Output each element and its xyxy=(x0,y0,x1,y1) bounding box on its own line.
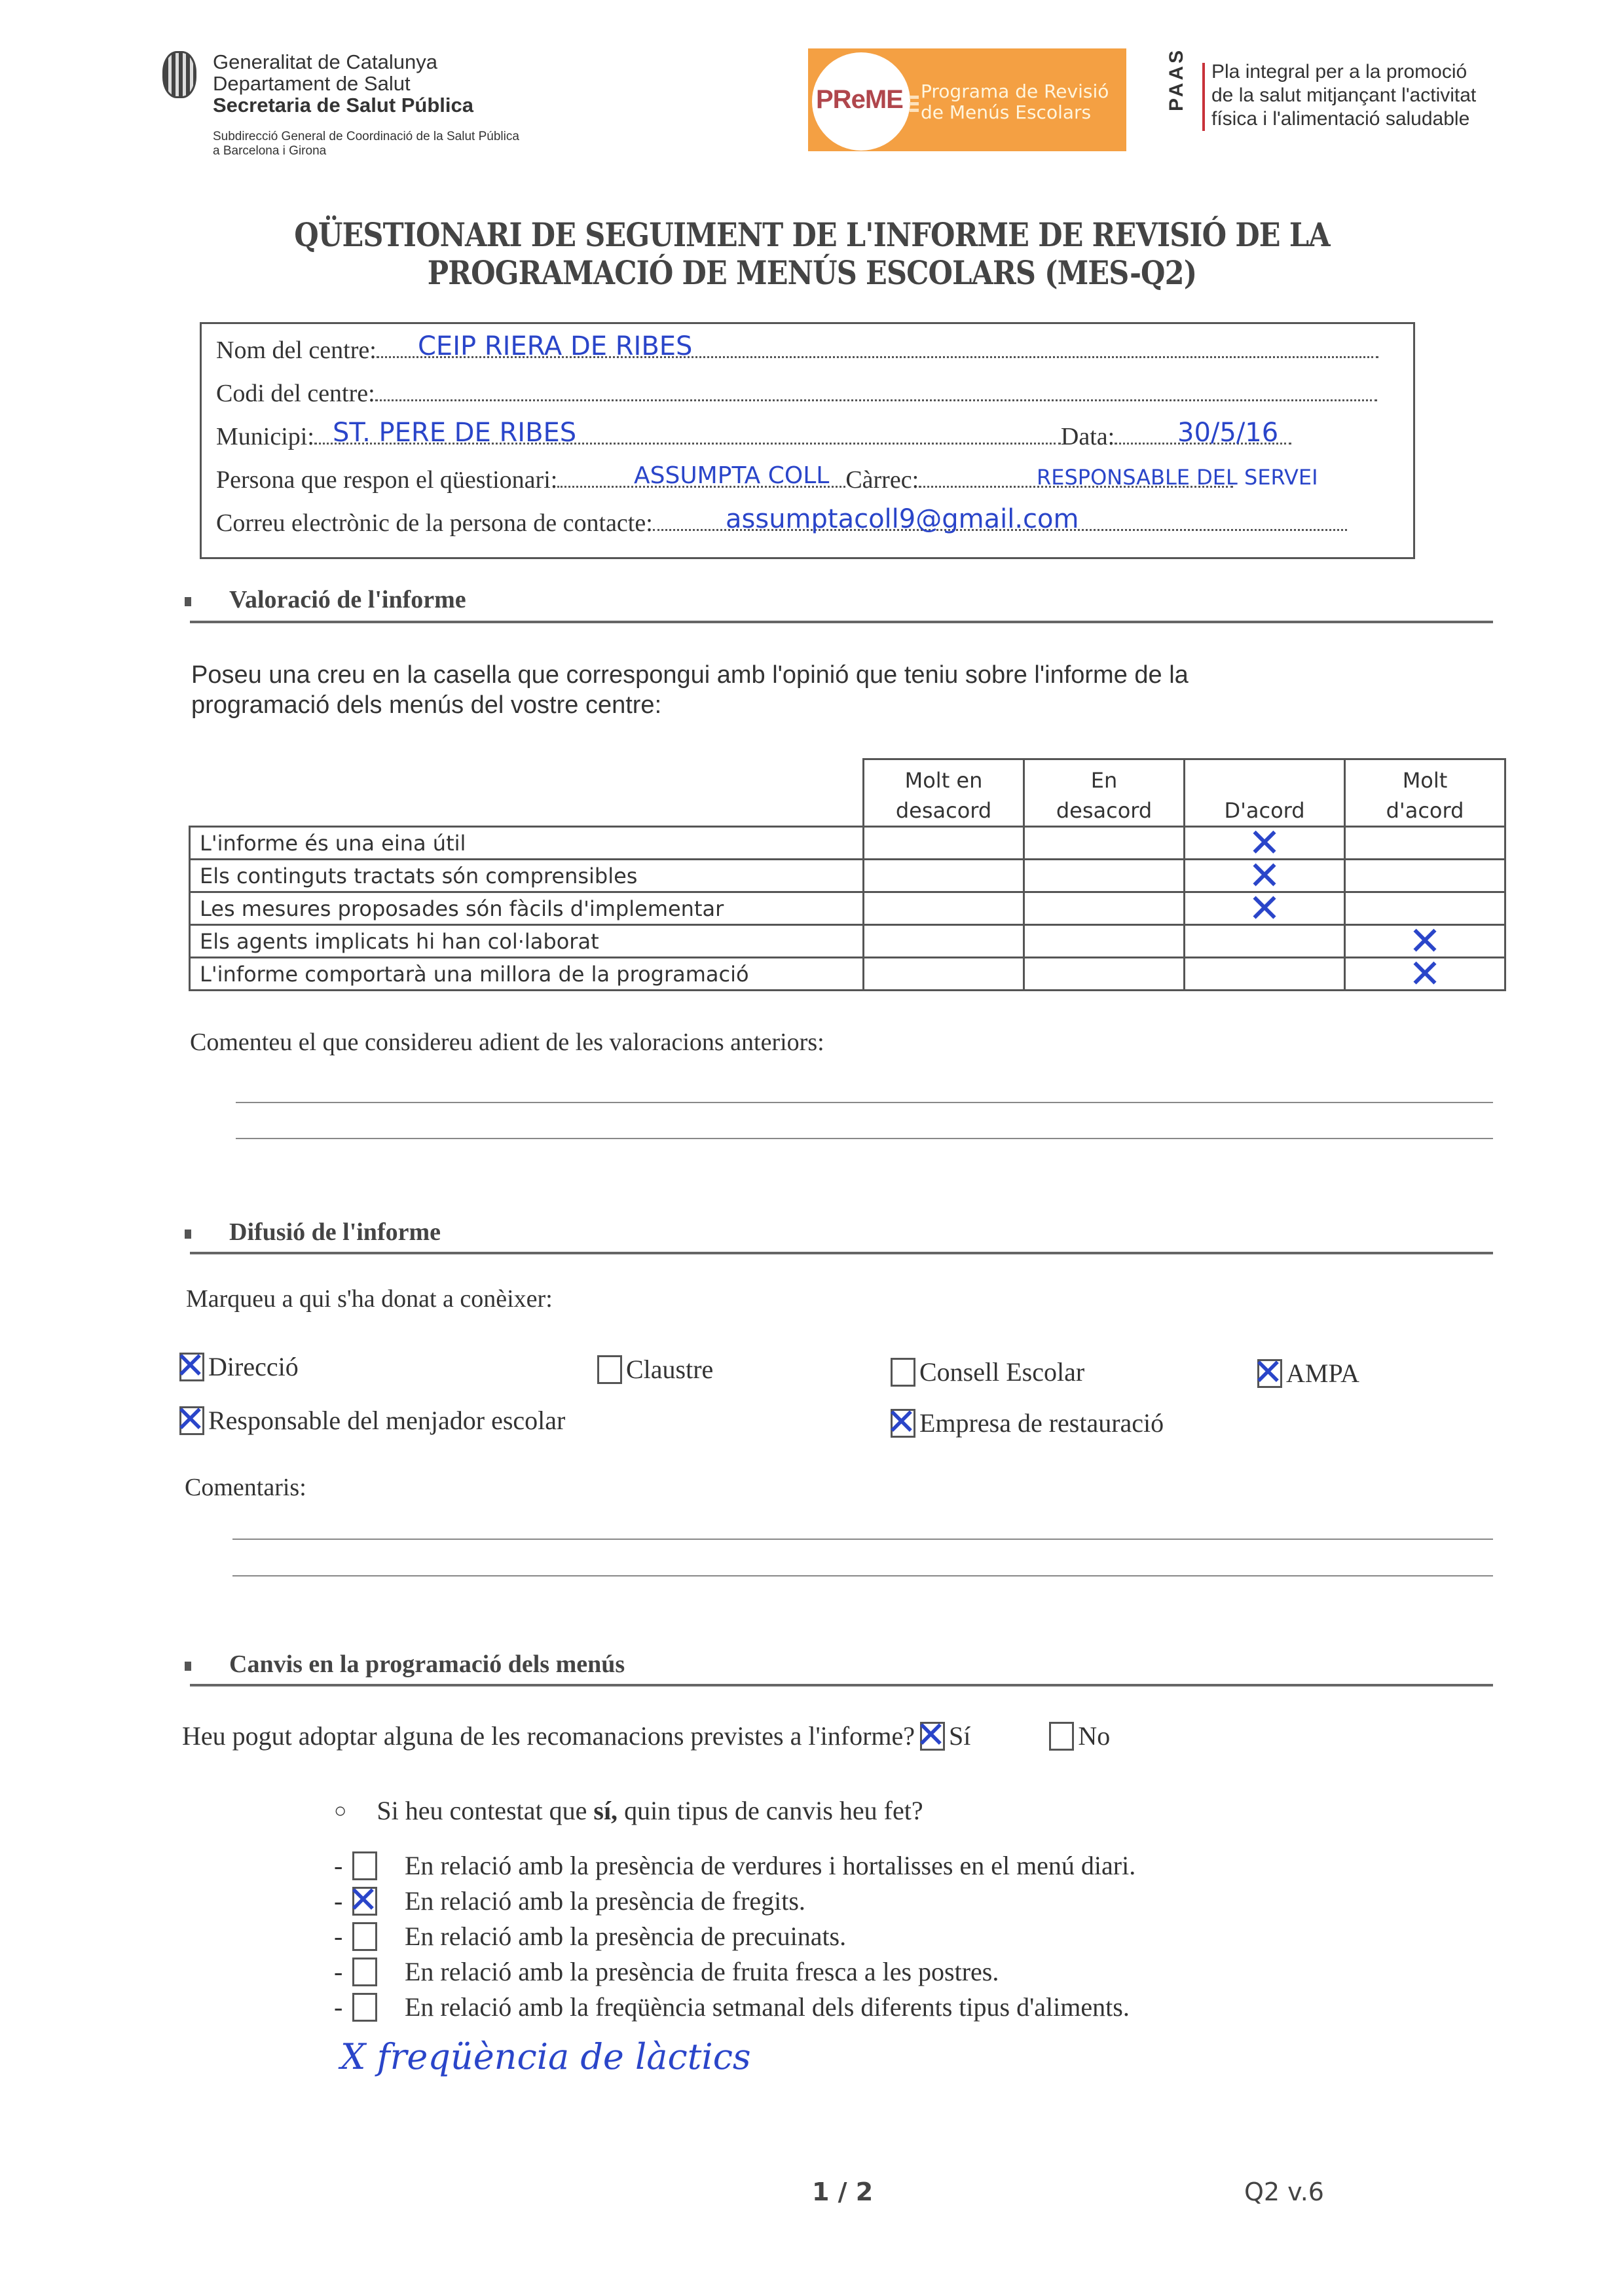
option-direccio[interactable] xyxy=(179,1351,299,1382)
adoption-question: Heu pogut adoptar alguna de les recomanacions previstes a l'informe? xyxy=(182,1721,915,1751)
option-label: Empresa de restauració xyxy=(919,1408,1164,1438)
option-label: Consell Escolar xyxy=(919,1357,1085,1387)
rating-cell[interactable] xyxy=(864,860,1024,892)
title-line: QÜESTIONARI DE SEGUIMENT DE L'INFORME DE REVISIÓ DE LA xyxy=(294,215,1330,254)
centre-name-label: Nom del centre: xyxy=(216,337,377,364)
position-label: Càrrec: xyxy=(845,466,919,494)
gov-line: Departament de Salut xyxy=(213,72,411,95)
checkbox-icon[interactable] xyxy=(597,1355,622,1384)
column-label-line: desacord xyxy=(895,798,992,823)
date-field[interactable]: 30/5/16 xyxy=(1177,418,1279,448)
municipality-field[interactable]: ST. PERE DE RIBES xyxy=(333,418,577,448)
centre-name-field[interactable]: CEIP RIERA DE RIBES xyxy=(418,331,693,361)
rating-cell[interactable]: ✕ xyxy=(1185,892,1345,925)
column-label-line: En xyxy=(1090,768,1118,793)
column-strongly-agree xyxy=(1345,759,1505,827)
centre-code-label: Codi del centre: xyxy=(216,380,375,407)
identification-box xyxy=(200,322,1415,559)
square-bullet-icon xyxy=(185,597,191,606)
gov-sub-line: a Barcelona i Girona xyxy=(213,144,327,158)
rating-statement: L'informe és una eina útil xyxy=(190,827,864,860)
handwritten-note: X freqüència de làctics xyxy=(341,2036,751,2077)
title-line: PROGRAMACIÓ DE MENÚS ESCOLARS (MES-Q2) xyxy=(427,253,1197,292)
rating-cell[interactable] xyxy=(1345,827,1505,860)
rating-cell[interactable] xyxy=(1185,958,1345,991)
checkbox-checked-icon[interactable] xyxy=(891,1409,915,1438)
rating-row xyxy=(190,827,1505,860)
option-label: Responsable del menjador escolar xyxy=(208,1406,566,1435)
email-label: Correu electrònic de la persona de contacte: xyxy=(216,509,653,537)
section-divider xyxy=(190,1684,1493,1686)
instruction-line: Poseu una creu en la casella que correspongui amb l'opinió que teniu sobre l'informe de la xyxy=(191,661,1189,689)
page-number: 1 / 2 xyxy=(812,2178,874,2206)
email-field[interactable]: assumptacoll9@gmail.com xyxy=(726,504,1079,534)
option-label: Direcció xyxy=(208,1352,299,1381)
date-label: Data: xyxy=(1060,423,1115,450)
rating-cell[interactable] xyxy=(1345,860,1505,892)
rating-cell[interactable] xyxy=(864,892,1024,925)
circle-bullet-icon: ○ xyxy=(334,1798,347,1822)
checkbox-icon[interactable] xyxy=(352,1993,377,2022)
adoption-question-row xyxy=(182,1721,1110,1751)
preme-equals-icon xyxy=(910,96,919,99)
column-label-line: D'acord xyxy=(1224,798,1305,823)
option-label: Claustre xyxy=(626,1355,714,1384)
rating-row xyxy=(190,925,1505,958)
rating-row xyxy=(190,892,1505,925)
preme-text-line: de Menús Escolars xyxy=(921,101,1092,123)
form-version: Q2 v.6 xyxy=(1244,2178,1324,2206)
checkbox-checked-icon[interactable] xyxy=(352,1887,377,1916)
rating-statement: Els continguts tractats són comprensibles xyxy=(190,860,864,892)
preme-logo xyxy=(808,48,1126,151)
section-heading-difusio xyxy=(185,1218,441,1247)
square-bullet-icon xyxy=(185,1662,191,1671)
rating-cell[interactable] xyxy=(864,827,1024,860)
change-item[interactable] xyxy=(334,1992,1130,2022)
option-claustre[interactable] xyxy=(597,1354,713,1385)
rating-header-row xyxy=(190,759,1505,827)
generalitat-heading xyxy=(213,51,473,116)
yes-label: Sí xyxy=(949,1721,971,1751)
column-disagree xyxy=(1024,759,1185,827)
rating-statement: Els agents implicats hi han col·laborat xyxy=(190,925,864,958)
checkbox-icon[interactable] xyxy=(352,1958,377,1986)
paas-text xyxy=(1211,60,1476,131)
rating-comment-line[interactable] xyxy=(236,1102,1493,1103)
checkbox-icon[interactable] xyxy=(891,1358,915,1387)
rating-cell[interactable] xyxy=(1024,860,1185,892)
rating-table xyxy=(189,758,1506,997)
rating-instructions xyxy=(191,660,1189,720)
column-label-line: d'acord xyxy=(1386,798,1464,823)
column-label-line: desacord xyxy=(1056,798,1153,823)
change-item[interactable] xyxy=(334,1850,1135,1881)
rating-comment-line[interactable] xyxy=(236,1138,1493,1139)
rating-cell[interactable]: ✕ xyxy=(1185,860,1345,892)
difusio-prompt: Marqueu a qui s'ha donat a conèixer: xyxy=(186,1285,553,1313)
difusio-comment-line[interactable] xyxy=(232,1575,1493,1576)
rating-row xyxy=(190,958,1505,991)
change-label: En relació amb la presència de precuinats. xyxy=(405,1922,847,1951)
rating-cell[interactable] xyxy=(864,925,1024,958)
header-blank xyxy=(190,759,864,827)
preme-wordmark: PReME xyxy=(816,85,903,114)
instruction-line: programació dels menús del vostre centre: xyxy=(191,691,662,719)
document-title xyxy=(283,216,1342,292)
option-consell-escolar[interactable] xyxy=(891,1357,1084,1387)
rating-cell[interactable]: ✕ xyxy=(1345,958,1505,991)
column-strongly-disagree xyxy=(864,759,1024,827)
section-title: Valoració de l'informe xyxy=(229,586,466,613)
change-item[interactable] xyxy=(334,1956,999,1987)
section-heading-canvis xyxy=(185,1650,625,1679)
change-label: En relació amb la presència de fregits. xyxy=(405,1886,805,1916)
option-empresa-restauracio[interactable] xyxy=(891,1408,1164,1438)
option-ampa[interactable] xyxy=(1257,1358,1359,1389)
generalitat-subheading xyxy=(213,130,519,158)
checkbox-icon[interactable] xyxy=(352,1922,377,1951)
paas-wordmark: PAAS xyxy=(1166,47,1187,111)
option-responsable-menjador[interactable] xyxy=(179,1405,565,1436)
checkbox-checked-icon[interactable] xyxy=(179,1353,204,1381)
no-label: No xyxy=(1078,1721,1111,1751)
change-label: En relació amb la presència de verdures i hortalisses en el menú diari. xyxy=(405,1851,1136,1880)
paas-text-line: física i l'alimentació saludable xyxy=(1211,108,1470,130)
rating-comment-prompt: Comenteu el que considereu adient de les valoracions anteriors: xyxy=(190,1029,824,1056)
checkbox-icon[interactable] xyxy=(352,1851,377,1880)
yes-checkbox-checked-icon[interactable] xyxy=(920,1722,945,1751)
section-divider xyxy=(190,1252,1493,1254)
municipality-label: Municipi: xyxy=(216,423,314,450)
difusio-comments-label: Comentaris: xyxy=(185,1474,306,1501)
column-label-line: Molt en xyxy=(904,768,983,793)
column-agree xyxy=(1185,759,1345,827)
preme-text xyxy=(921,81,1109,123)
rating-cell[interactable] xyxy=(864,958,1024,991)
difusio-comment-line[interactable] xyxy=(232,1539,1493,1540)
dash-bullet: - xyxy=(334,1851,343,1880)
followup-question xyxy=(334,1795,923,1826)
change-label: En relació amb la freqüència setmanal dels diferents tipus d'aliments. xyxy=(405,1992,1130,2022)
gov-line: Generalitat de Catalunya xyxy=(213,50,437,73)
paas-text-line: Pla integral per a la promoció xyxy=(1211,61,1467,82)
centre-code-row xyxy=(216,379,1377,408)
section-title: Difusió de l'informe xyxy=(229,1218,441,1246)
checkbox-checked-icon[interactable] xyxy=(179,1406,204,1435)
rating-cell[interactable] xyxy=(1024,827,1185,860)
gov-line: Secretaria de Salut Pública xyxy=(213,94,474,117)
dash-bullet: - xyxy=(334,1992,343,2022)
section-title: Canvis en la programació dels menús xyxy=(229,1650,625,1678)
change-item[interactable] xyxy=(334,1921,846,1952)
rating-statement: Les mesures proposades són fàcils d'implementar xyxy=(190,892,864,925)
followup-text: Si heu contestat que xyxy=(377,1796,594,1825)
option-label: AMPA xyxy=(1286,1358,1359,1388)
gov-sub-line: Subdirecció General de Coordinació de la Salut Pública xyxy=(213,130,519,143)
position-field[interactable]: RESPONSABLE DEL SERVEI xyxy=(1037,465,1318,490)
square-bullet-icon xyxy=(185,1230,191,1239)
section-divider xyxy=(190,621,1493,623)
rating-row xyxy=(190,860,1505,892)
centre-name-row xyxy=(216,336,1378,365)
rating-cell[interactable] xyxy=(1024,958,1185,991)
section-heading-valoracio xyxy=(185,585,466,614)
paas-divider xyxy=(1202,63,1205,131)
rating-cell[interactable]: ✕ xyxy=(1345,925,1505,958)
generalitat-logo-icon xyxy=(162,51,196,98)
no-checkbox-icon[interactable] xyxy=(1049,1722,1074,1751)
dash-bullet: - xyxy=(334,1886,343,1916)
change-label: En relació amb la presència de fruita fresca a les postres. xyxy=(405,1957,999,1986)
rating-cell[interactable] xyxy=(1024,925,1185,958)
paas-text-line: de la salut mitjançant l'activitat xyxy=(1211,84,1477,106)
change-item[interactable] xyxy=(334,1886,805,1916)
followup-text: quin tipus de canvis heu fet? xyxy=(618,1796,923,1825)
respondent-field[interactable]: ASSUMPTA COLL xyxy=(634,462,830,489)
rating-cell[interactable]: ✕ xyxy=(1185,827,1345,860)
column-label-line: Molt xyxy=(1402,768,1448,793)
dash-bullet: - xyxy=(334,1922,343,1951)
checkbox-checked-icon[interactable] xyxy=(1257,1359,1282,1388)
dash-bullet: - xyxy=(334,1957,343,1986)
respondent-label: Persona que respon el qüestionari: xyxy=(216,466,558,494)
rating-statement: L'informe comportarà una millora de la programació xyxy=(190,958,864,991)
preme-text-line: Programa de Revisió xyxy=(921,81,1109,102)
followup-bold: sí, xyxy=(593,1796,618,1825)
rating-cell[interactable] xyxy=(1024,892,1185,925)
